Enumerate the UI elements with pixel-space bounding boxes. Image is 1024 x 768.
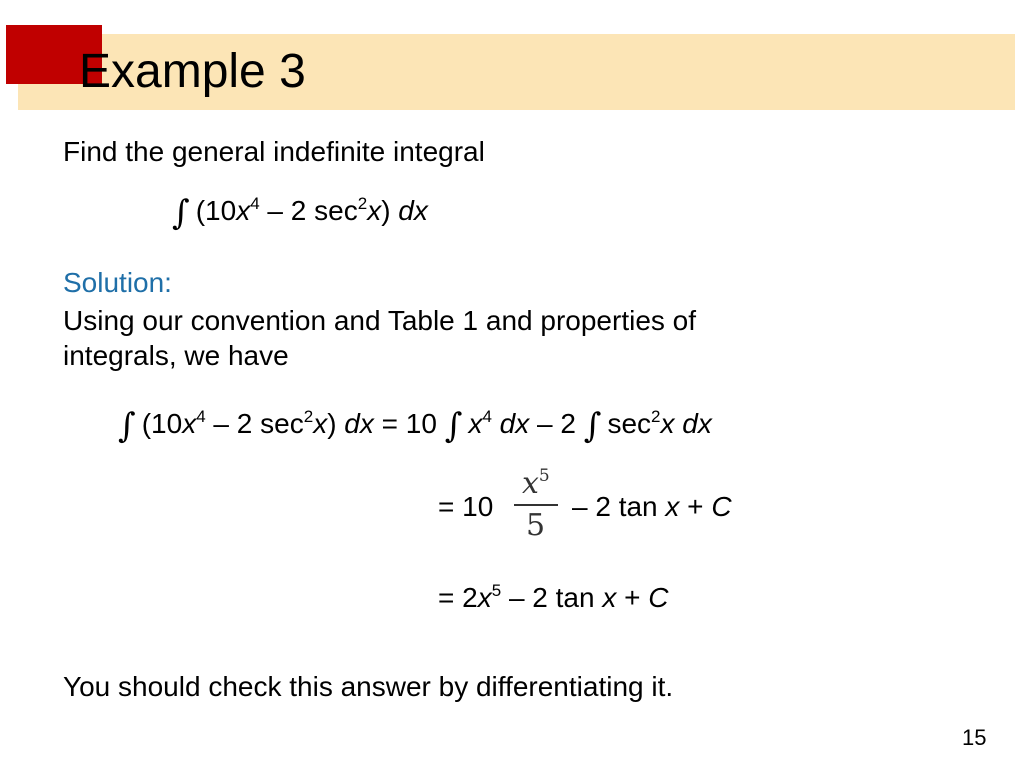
step-3-equation: = $2x^5 - 2$ tan x + C <box>438 581 669 613</box>
integral-expression: ∫ ($10x^4 - 2$ $\sec^2x$) dx <box>172 193 428 233</box>
explanation-line-2: integrals, we have <box>63 340 289 371</box>
explanation-line-1: Using our convention and Table 1 and properties of <box>63 305 697 336</box>
integral-sign: ∫ <box>444 406 463 446</box>
slide-title: Example 3 <box>79 45 306 98</box>
solution-label: Solution: <box>63 267 172 298</box>
fraction-numerator: $x^5$ <box>522 466 550 501</box>
fraction-x5-over-5 <box>514 460 562 550</box>
step-2-equation: = 10 <box>438 491 494 522</box>
page-number: 15 <box>962 725 987 750</box>
integral-sign: ∫ <box>118 406 136 446</box>
integral-sign: ∫ <box>583 406 602 446</box>
prompt-text: Find the general indefinite integral <box>63 136 485 167</box>
fraction-bar <box>514 504 558 506</box>
step-1-equation: ∫ ($10x^4 - 2$ $\sec^2x$) dx = 10 ∫ $x^4$ dx – 2 ∫ $\sec^2x$ dx <box>118 406 712 446</box>
closing-text: You should check this answer by differentiating it. <box>63 671 674 702</box>
step-2-remainder: – 2 tan x + C <box>572 491 732 522</box>
fraction-denominator: 5 <box>526 508 546 543</box>
integral-sign: ∫ <box>172 193 190 233</box>
